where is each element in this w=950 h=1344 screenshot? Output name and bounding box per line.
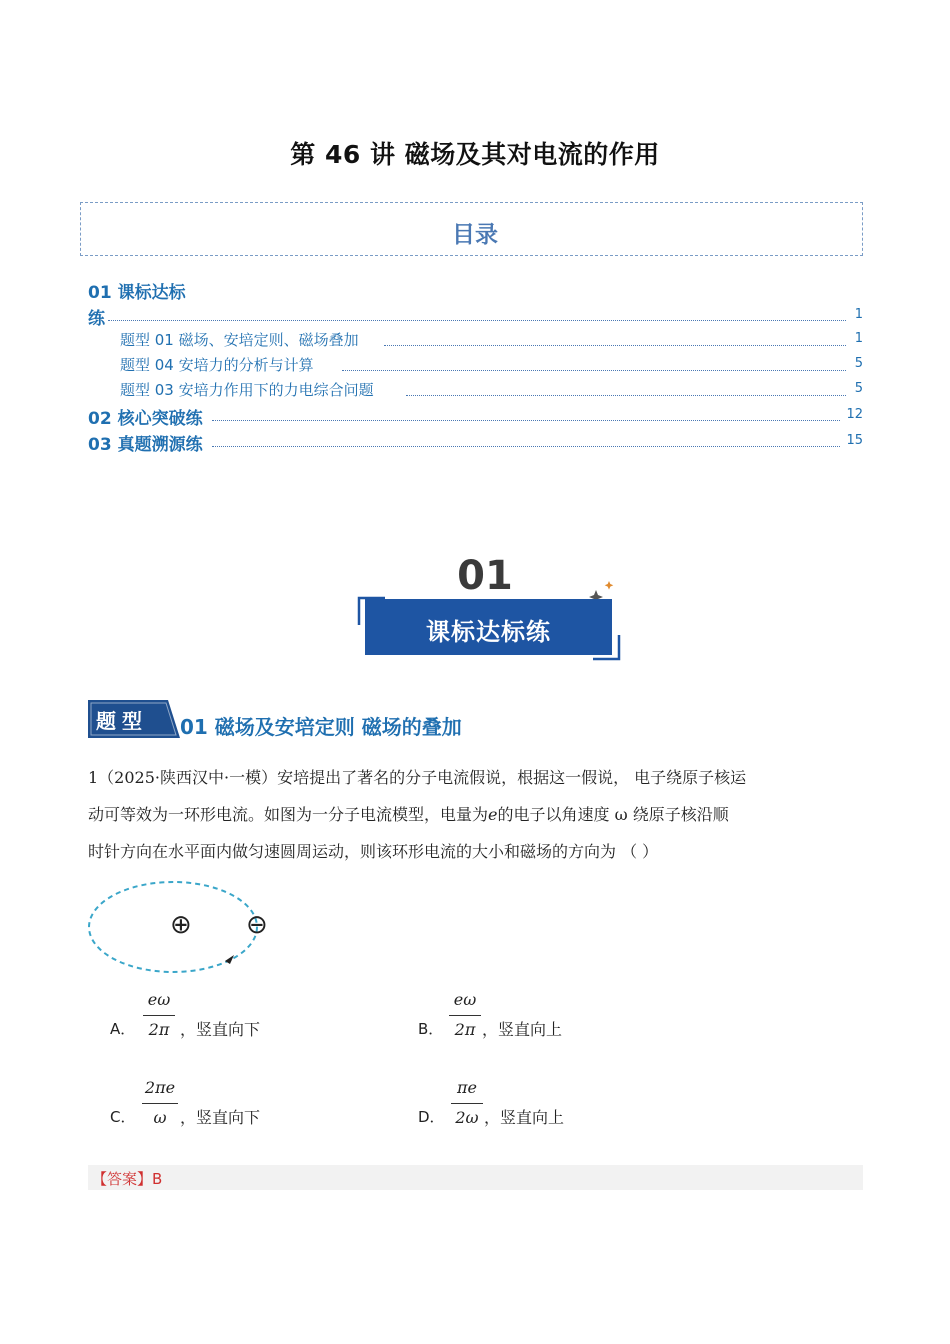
option-c-letter[interactable]: C． — [110, 1108, 136, 1126]
option-c-denominator: ω — [153, 1108, 167, 1127]
toc-entry-label[interactable]: 03 真题溯源练 — [88, 435, 203, 455]
option-d-text[interactable]: ，竖直向上 — [484, 1108, 565, 1127]
toc-heading: 目录 — [452, 222, 498, 248]
toc-subentry-label[interactable]: 题型 03 安培力作用下的力电综合问题 — [120, 381, 374, 399]
option-d-denominator: 2ω — [455, 1108, 479, 1127]
toc-leader — [212, 420, 840, 421]
toc-page-number: 1 — [854, 307, 863, 322]
toc-leader — [342, 370, 846, 371]
option-d-numerator: πe — [457, 1078, 477, 1097]
fraction-bar — [143, 1015, 175, 1016]
toc-page-number: 5 — [854, 381, 863, 396]
question-line-2-a: 动可等效为一环形电流。如图为一分子电流模型，电量为 — [88, 805, 489, 824]
toc-subentry-label[interactable]: 题型 01 磁场、安培定则、磁场叠加 — [120, 331, 359, 349]
toc-entry-label-cont[interactable]: 练 — [88, 309, 105, 329]
question-line-2 — [88, 797, 868, 833]
option-a-numerator: eω — [147, 990, 171, 1009]
toc-entry-label[interactable]: 01 课标达标 — [88, 283, 186, 303]
toc-leader — [406, 395, 846, 396]
question-variable-e: e — [488, 805, 498, 824]
fraction-bar — [451, 1103, 483, 1104]
option-c-numerator: 2πe — [144, 1078, 176, 1097]
option-a-text[interactable]: ，竖直向下 — [180, 1020, 261, 1039]
answer-bar — [88, 1165, 863, 1190]
page-title: 第 46 讲 磁场及其对电流的作用 — [290, 140, 660, 169]
electron-icon: ⊖ — [246, 910, 268, 940]
section-banner-label: 课标达标练 — [426, 618, 551, 646]
question-line-3: 时针方向在水平面内做匀速圆周运动，则该环形电流的大小和磁场的方向为 （ ） — [88, 842, 659, 861]
toc-leader — [384, 345, 846, 346]
toc-subentry-label[interactable]: 题型 04 安培力的分析与计算 — [120, 356, 314, 374]
toc-leader — [212, 446, 840, 447]
option-a-letter[interactable]: A． — [110, 1020, 136, 1038]
nucleus-icon: ⊕ — [170, 910, 192, 940]
option-b-text[interactable]: ，竖直向上 — [482, 1020, 563, 1039]
toc-page-number: 1 — [854, 331, 863, 346]
sparkle-icon — [605, 581, 614, 590]
answer-label: 【答案】B — [92, 1170, 163, 1188]
fraction-bar — [449, 1015, 481, 1016]
question-type-badge-label: 题型 — [96, 709, 148, 733]
option-b-letter[interactable]: B． — [418, 1020, 444, 1038]
section-number: 01 — [457, 553, 513, 599]
toc-page-number: 12 — [846, 407, 863, 422]
option-b-denominator: 2π — [454, 1020, 476, 1039]
option-d-letter[interactable]: D． — [418, 1108, 445, 1126]
toc-entry-label[interactable]: 02 核心突破练 — [88, 409, 203, 429]
toc-page-number: 15 — [846, 433, 863, 448]
option-c-text[interactable]: ，竖直向下 — [180, 1108, 261, 1127]
option-a-denominator: 2π — [148, 1020, 170, 1039]
question-type-title: 01 磁场及安培定则 磁场的叠加 — [180, 715, 462, 739]
fraction-bar — [142, 1103, 178, 1104]
option-b-numerator: eω — [453, 990, 477, 1009]
toc-page-number: 5 — [854, 356, 863, 371]
question-line-2-b: 的电子以角速度 ω 绕原子核沿顺 — [497, 805, 729, 824]
question-line-1: 1（2025·陕西汉中·一模）安培提出了著名的分子电流假说，根据这一假说， 电子绕原子核运 — [88, 768, 747, 787]
toc-leader — [108, 320, 846, 321]
